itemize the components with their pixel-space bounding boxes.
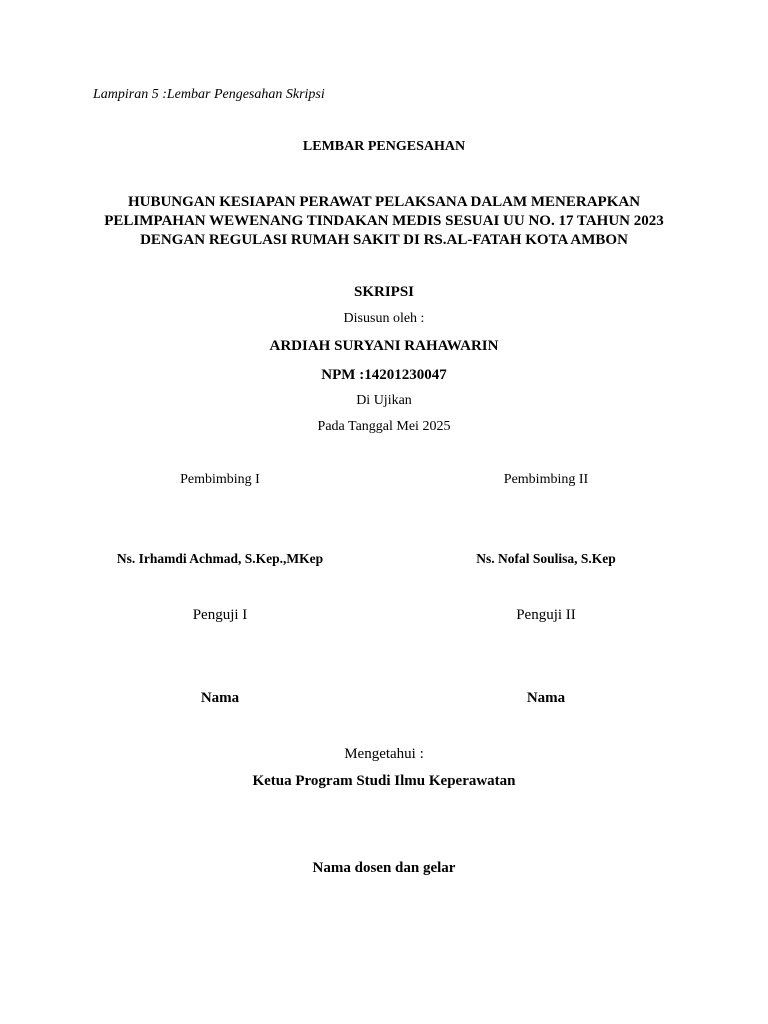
tested-label: Di Ujikan — [356, 393, 412, 408]
author-name: ARDIAH SURYANI RAHAWARIN — [269, 338, 499, 354]
examiner-1-name: Nama — [200, 690, 240, 706]
attachment-label: Lampiran 5 :Lembar Pengesahan Skripsi — [93, 87, 325, 102]
thesis-title-line-3: DENGAN REGULASI RUMAH SAKIT DI RS.AL-FATAH KOTA AMBON — [140, 232, 628, 248]
supervisor-1-name: Ns. Irhamdi Achmad, S.Kep.,MKep — [116, 551, 324, 566]
student-id-number: NPM :14201230047 — [321, 367, 447, 383]
thesis-title-line-1: HUBUNGAN KESIAPAN PERAWAT PELAKSANA DALAM MENERAPKAN — [127, 194, 641, 210]
exam-date-line: Pada Tanggal Mei 2025 — [317, 419, 451, 434]
thesis-title-line-2: PELIMPAHAN WEWENANG TINDAKAN MEDIS SESUAI UU NO. 17 TAHUN 2023 — [104, 213, 664, 229]
document-type: SKRIPSI — [353, 284, 415, 300]
supervisor-2-name: Ns. Nofal Soulisa, S.Kep — [476, 551, 616, 566]
acknowledged-label: Mengetahui : — [344, 746, 424, 762]
prepared-by-label: Disusun oleh : — [343, 311, 425, 326]
lecturer-name-placeholder: Nama dosen dan gelar — [312, 860, 456, 876]
document-heading: LEMBAR PENGESAHAN — [302, 139, 466, 154]
program-head-title: Ketua Program Studi Ilmu Keperawatan — [252, 773, 516, 789]
supervisor-1-role: Pembimbing I — [180, 472, 260, 487]
examiner-2-role: Penguji II — [516, 607, 576, 623]
examiner-2-name: Nama — [526, 690, 566, 706]
examiner-1-role: Penguji I — [192, 607, 248, 623]
supervisor-2-role: Pembimbing II — [503, 472, 589, 487]
